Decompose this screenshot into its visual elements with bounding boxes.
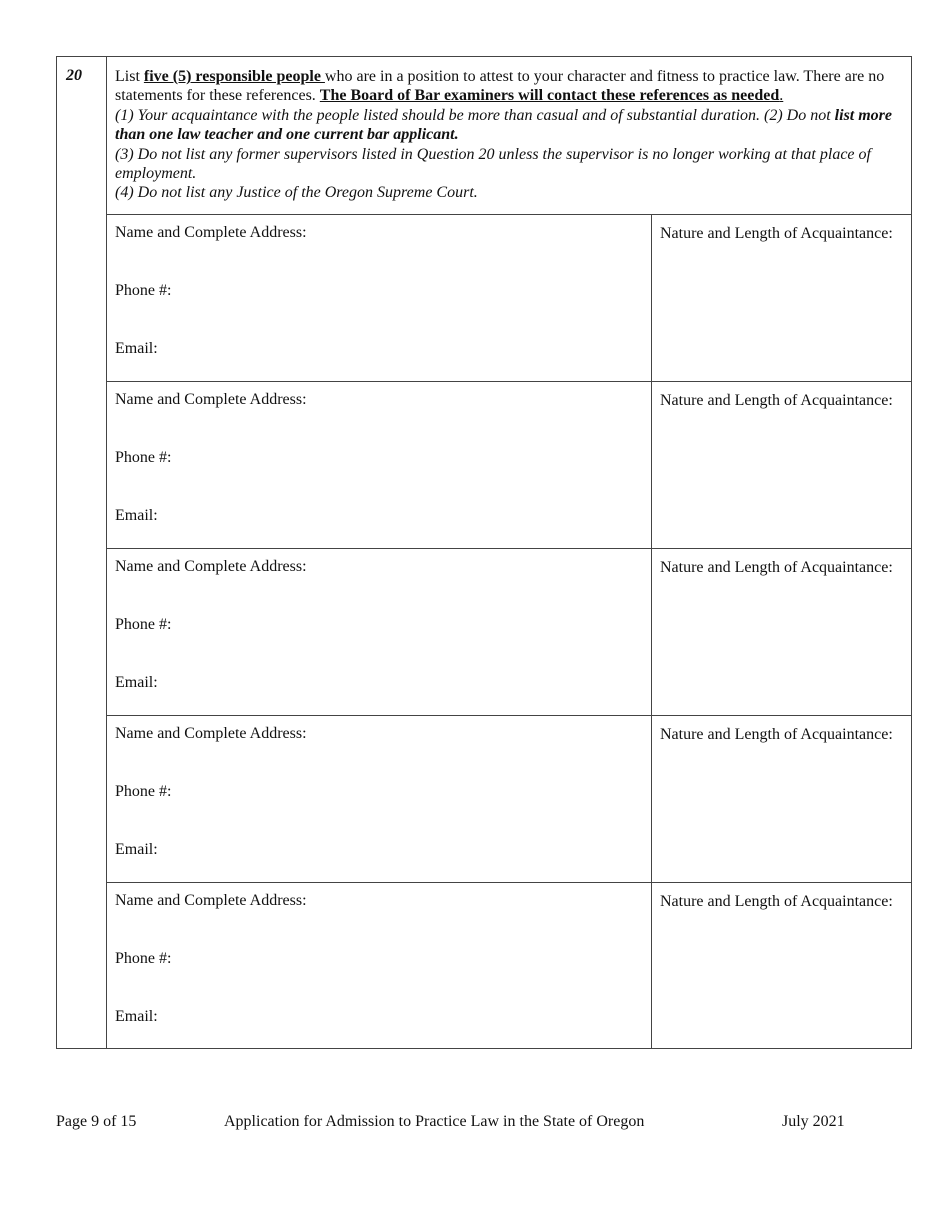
question-instructions: [115, 67, 907, 203]
reference-contact-cell[interactable]: [107, 382, 652, 548]
instructions-rule-4: (4) Do not list any Justice of the Oregon Supreme Court.: [115, 184, 478, 202]
reference-contact-cell[interactable]: [107, 549, 652, 715]
intro-emphasis: five (5) responsible people: [143, 68, 325, 85]
intro-text-2: who are in a position to attest to your character and fitness to practice law. There are no statements for these references.: [115, 68, 885, 105]
rule-2-emphasis: list more than one law teacher and one current bar applicant.: [115, 106, 893, 144]
contact-notice: The Board of Bar examiners will contact these references as needed: [319, 87, 780, 105]
question-number: 20: [66, 67, 82, 84]
instructions-rule-3: (3) Do not list any former supervisors listed in Question 20 unless the supervisor is no longer working at that place of employment.: [115, 145, 871, 183]
reference-entry-4: [107, 715, 912, 882]
phone-label: Phone #:: [115, 783, 172, 800]
acquaintance-label: Nature and Length of Acquaintance:: [660, 559, 893, 576]
phone-label: Phone #:: [115, 282, 172, 299]
footer-page-number: Page 9 of 15: [56, 1113, 137, 1130]
question-number-column: [57, 57, 107, 1048]
reference-entry-2: [107, 381, 912, 548]
acquaintance-label: Nature and Length of Acquaintance:: [660, 893, 893, 910]
email-label: Email:: [115, 1008, 158, 1025]
phone-label: Phone #:: [115, 950, 172, 967]
acquaintance-label: Nature and Length of Acquaintance:: [660, 726, 893, 743]
email-label: Email:: [115, 507, 158, 524]
footer-date: July 2021: [782, 1113, 845, 1130]
acquaintance-label: Nature and Length of Acquaintance:: [660, 225, 893, 242]
instructions-rule-1-2: [115, 106, 907, 145]
reference-contact-cell[interactable]: [107, 215, 652, 381]
name-address-label: Name and Complete Address:: [115, 391, 307, 408]
question-20-table: [56, 56, 912, 1049]
reference-contact-cell[interactable]: [107, 716, 652, 882]
reference-entry-3: [107, 548, 912, 715]
footer-document-title: Application for Admission to Practice Law in the State of Oregon: [224, 1113, 645, 1130]
reference-contact-cell[interactable]: [107, 883, 652, 1049]
email-label: Email:: [115, 674, 158, 691]
name-address-label: Name and Complete Address:: [115, 725, 307, 742]
name-address-label: Name and Complete Address:: [115, 558, 307, 575]
acquaintance-label: Nature and Length of Acquaintance:: [660, 392, 893, 409]
reference-entry-5: [107, 882, 912, 1049]
email-label: Email:: [115, 340, 158, 357]
intro-text-1: List: [115, 68, 144, 85]
reference-entry-1: [107, 214, 912, 381]
instructions-intro: [115, 67, 907, 106]
rule-1-text: (1) Your acquaintance with the people listed should be more than casual and of substantial duration. (2) Do not: [115, 106, 835, 124]
email-label: Email:: [115, 841, 158, 858]
phone-label: Phone #:: [115, 449, 172, 466]
contact-notice-end: .: [779, 87, 784, 105]
name-address-label: Name and Complete Address:: [115, 224, 307, 241]
phone-label: Phone #:: [115, 616, 172, 633]
name-address-label: Name and Complete Address:: [115, 892, 307, 909]
